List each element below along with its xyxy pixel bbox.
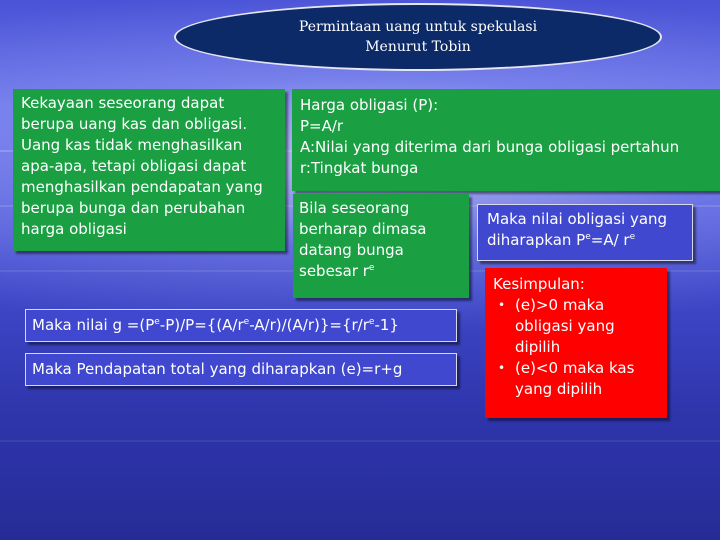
expected-interest-line: berharap dimasa	[299, 220, 427, 238]
bullet-icon: •	[498, 361, 506, 375]
conclusion-item	[493, 295, 659, 358]
expected-interest-line: datang bunga	[299, 241, 404, 259]
wealth-line: berupa bunga dan perubahan	[21, 199, 246, 217]
bond-price-line: r:Tingkat bunga	[300, 159, 419, 177]
expected-bond-value-line: Maka nilai obligasi yang	[487, 210, 668, 228]
conclusion-list	[493, 295, 659, 400]
title-ellipse	[174, 3, 662, 71]
expected-interest-line: Bila seseorang	[299, 199, 410, 217]
wealth-line: berupa uang kas dan obligasi.	[21, 115, 248, 133]
wealth-line: apa-apa, tetapi obligasi dapat	[21, 157, 247, 175]
expected-bond-value-formula: diharapkan $P^e=A/$ $r^e$	[487, 231, 636, 249]
capital-gain-formula-box	[25, 309, 457, 342]
title-line-1: Permintaan uang untuk spekulasi	[298, 19, 538, 35]
total-income-formula-box	[25, 353, 457, 386]
bond-price-box	[292, 89, 720, 191]
expected-interest-box	[293, 194, 469, 298]
bond-price-line: Harga obligasi (P):	[300, 96, 439, 114]
bond-price-formula: P=A/r	[300, 117, 344, 135]
wealth-line: harga obligasi	[21, 220, 127, 238]
conclusion-heading: Kesimpulan:	[493, 275, 585, 293]
conclusion-item-line: (e)>0 maka	[515, 296, 605, 314]
conclusion-item-line: yang dipilih	[515, 380, 603, 398]
total-income-formula: Maka Pendapatan total yang diharapkan (e)=r+g	[32, 360, 403, 378]
expected-interest-line: sebesar $r^e$	[299, 262, 375, 280]
conclusion-item	[493, 358, 659, 400]
expected-bond-value-box	[477, 204, 693, 261]
capital-gain-formula: Maka nilai $g =(P^e-P)/P=\{(A/r^e-A/r)/(A/r)\}=\{r/r^e-1\}$	[32, 316, 399, 334]
conclusion-item-line: obligasi yang	[515, 317, 615, 335]
water-highlight	[0, 440, 720, 442]
title-line-2: Menurut Tobin	[365, 39, 471, 55]
conclusion-item-line: dipilih	[515, 338, 561, 356]
wealth-line: Kekayaan seseorang dapat	[21, 94, 225, 112]
conclusion-item-line: (e)<0 maka kas	[515, 359, 635, 377]
wealth-description-box	[13, 89, 285, 251]
bond-price-line: A:Nilai yang diterima dari bunga obligasi pertahun	[300, 138, 680, 156]
bullet-icon: •	[498, 298, 506, 312]
conclusion-box	[485, 268, 667, 418]
wealth-line: menghasilkan pendapatan yang	[21, 178, 263, 196]
wealth-line: Uang kas tidak menghasilkan	[21, 136, 243, 154]
